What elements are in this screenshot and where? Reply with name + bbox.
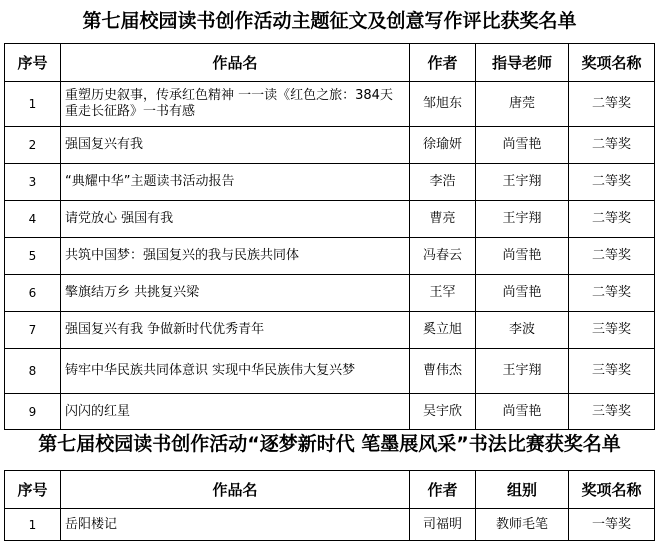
work-title: 强国复兴有我 <box>61 127 410 164</box>
row-number: 1 <box>5 82 61 127</box>
award-level: 二等奖 <box>569 238 655 275</box>
table-row <box>5 312 655 349</box>
work-title: 铸牢中华民族共同体意识 实现中华民族伟大复兴梦 <box>61 349 410 394</box>
row-number: 5 <box>5 238 61 275</box>
section-title-essay-awards: 第七届校园读书创作活动主题征文及创意写作评比获奖名单 <box>82 10 577 32</box>
essay-awards-table <box>4 43 655 430</box>
teacher-name: 王宇翔 <box>476 164 569 201</box>
column-header-award: 奖项名称 <box>569 471 655 509</box>
author-name: 司福明 <box>410 509 476 541</box>
row-number: 6 <box>5 275 61 312</box>
row-number: 1 <box>5 509 61 541</box>
work-title: 请党放心 强国有我 <box>61 201 410 238</box>
author-name: 冯春云 <box>410 238 476 275</box>
award-level: 三等奖 <box>569 349 655 394</box>
group-name: 教师毛笔 <box>476 509 569 541</box>
work-title: 共筑中国梦：强国复兴的我与民族共同体 <box>61 238 410 275</box>
teacher-name: 尚雪艳 <box>476 275 569 312</box>
column-header-group: 组别 <box>476 471 569 509</box>
teacher-name: 尚雪艳 <box>476 394 569 430</box>
row-number: 4 <box>5 201 61 238</box>
teacher-name: 王宇翔 <box>476 201 569 238</box>
column-header-number: 序号 <box>5 471 61 509</box>
work-title: 岳阳楼记 <box>61 509 410 541</box>
column-header-work-title: 作品名 <box>61 471 410 509</box>
column-header-author: 作者 <box>410 471 476 509</box>
table-row <box>5 164 655 201</box>
row-number: 2 <box>5 127 61 164</box>
table-header-row <box>5 44 655 82</box>
table-row <box>5 82 655 127</box>
author-name: 吴宇欣 <box>410 394 476 430</box>
table-row <box>5 127 655 164</box>
award-level: 二等奖 <box>569 201 655 238</box>
teacher-name: 李波 <box>476 312 569 349</box>
column-header-number: 序号 <box>5 44 61 82</box>
author-name: 徐瑜妍 <box>410 127 476 164</box>
row-number: 9 <box>5 394 61 430</box>
author-name: 奚立旭 <box>410 312 476 349</box>
work-title: 擎旗结万乡 共挑复兴梁 <box>61 275 410 312</box>
column-header-teacher: 指导老师 <box>476 44 569 82</box>
work-title: 闪闪的红星 <box>61 394 410 430</box>
award-level: 二等奖 <box>569 275 655 312</box>
table-row <box>5 509 655 541</box>
award-level: 一等奖 <box>569 509 655 541</box>
table-row <box>5 201 655 238</box>
teacher-name: 唐莞 <box>476 82 569 127</box>
award-level: 二等奖 <box>569 164 655 201</box>
column-header-work-title: 作品名 <box>61 44 410 82</box>
author-name: 王罕 <box>410 275 476 312</box>
row-number: 7 <box>5 312 61 349</box>
work-title: “典耀中华”主题读书活动报告 <box>61 164 410 201</box>
column-header-award: 奖项名称 <box>569 44 655 82</box>
author-name: 曹伟杰 <box>410 349 476 394</box>
table-header-row <box>5 471 655 509</box>
award-level: 二等奖 <box>569 82 655 127</box>
table-row <box>5 349 655 394</box>
table-row <box>5 275 655 312</box>
teacher-name: 王宇翔 <box>476 349 569 394</box>
section-title-calligraphy-awards: 第七届校园读书创作活动“逐梦新时代 笔墨展风采”书法比赛获奖名单 <box>38 433 621 455</box>
author-name: 李浩 <box>410 164 476 201</box>
row-number: 8 <box>5 349 61 394</box>
table-row <box>5 394 655 430</box>
award-level: 三等奖 <box>569 312 655 349</box>
table-row <box>5 238 655 275</box>
work-title: 重塑历史叙事，传承红色精神 一一读《红色之旅：384天重走长征路》一书有感 <box>61 82 410 127</box>
calligraphy-awards-table <box>4 470 655 541</box>
teacher-name: 尚雪艳 <box>476 238 569 275</box>
work-title: 强国复兴有我 争做新时代优秀青年 <box>61 312 410 349</box>
author-name: 邹旭东 <box>410 82 476 127</box>
teacher-name: 尚雪艳 <box>476 127 569 164</box>
award-level: 二等奖 <box>569 127 655 164</box>
award-level: 三等奖 <box>569 394 655 430</box>
author-name: 曹亮 <box>410 201 476 238</box>
row-number: 3 <box>5 164 61 201</box>
column-header-author: 作者 <box>410 44 476 82</box>
